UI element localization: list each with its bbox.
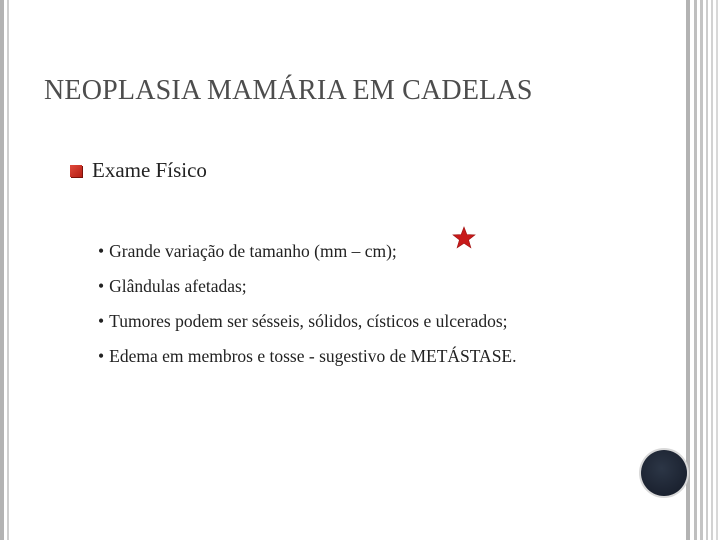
- right-border-rule: [700, 0, 703, 540]
- bullet-text: Edema em membros e tosse - sugestivo de METÁSTASE.: [109, 346, 517, 366]
- bullet-text: Glândulas afetadas;: [109, 276, 247, 296]
- right-border-rule: [686, 0, 690, 540]
- bullet-text: Grande variação de tamanho (mm – cm);: [109, 241, 397, 261]
- red-star-icon: [452, 226, 476, 250]
- left-border-rule: [0, 0, 4, 540]
- bullet-dot: •: [98, 346, 105, 366]
- bullet-dot: •: [98, 311, 105, 331]
- bullet-list: [98, 234, 517, 374]
- left-border-rule-inner: [7, 0, 9, 540]
- section-label: Exame Físico: [92, 158, 207, 182]
- bullet-dot: •: [98, 241, 105, 261]
- bullet-dot: •: [98, 276, 105, 296]
- bullet-text: Tumores podem ser sésseis, sólidos, císticos e ulcerados;: [109, 311, 508, 331]
- section-heading: [70, 158, 207, 183]
- bullet-item: [98, 269, 517, 304]
- right-border-rule: [694, 0, 697, 540]
- bullet-item: [98, 339, 517, 374]
- right-border-rule: [706, 0, 708, 540]
- dark-circle-icon: [641, 450, 687, 496]
- right-border-rule: [711, 0, 713, 540]
- red-square-marker-icon: [70, 165, 82, 177]
- bullet-item: [98, 304, 517, 339]
- slide-title: NEOPLASIA MAMÁRIA EM CADELAS: [44, 75, 533, 106]
- right-border-rule: [716, 0, 718, 540]
